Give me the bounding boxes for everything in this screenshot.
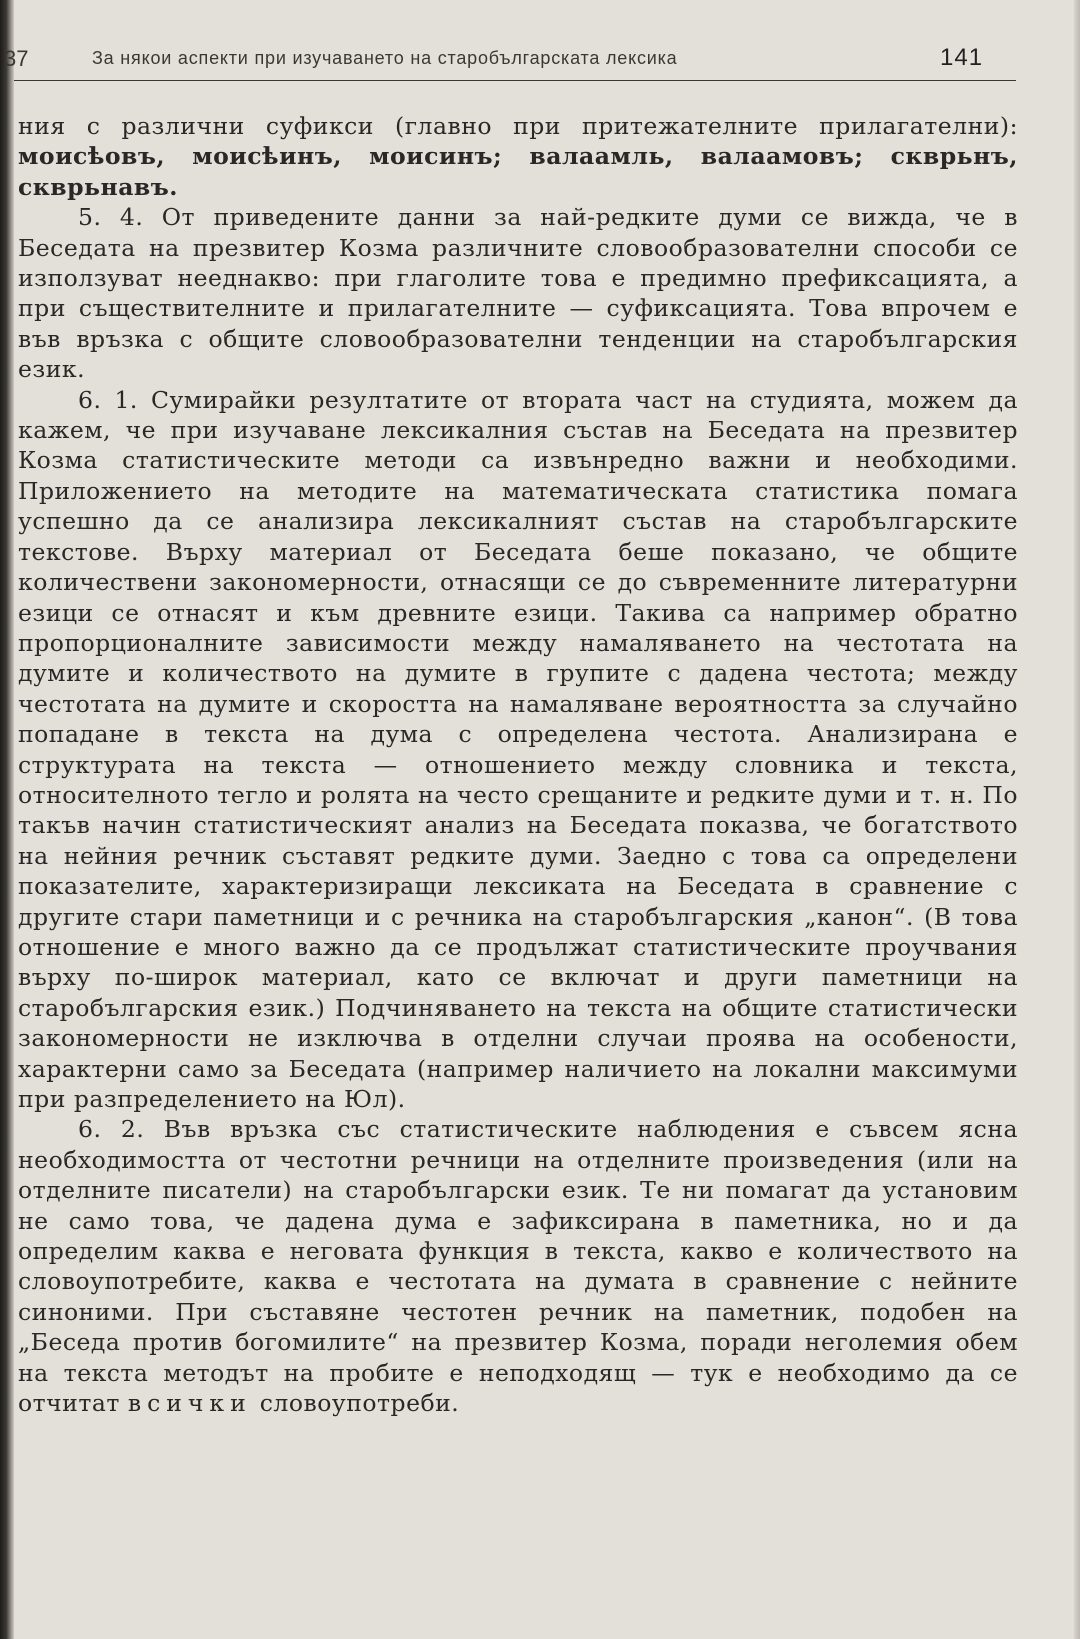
- paragraph-6-1: 6. 1. Сумирайки резултатите от втората част на студията, можем да кажем, че при изучаване лексикалния състав на Беседата на презвитер Козма статистическите методи са извънредно важни и необходими. Приложението на методите на математическата статистика помага успешно да се анализира лексикалният състав на старобългарските текстове. Върху материал от Беседата беше показано, че общите количествени закономерности, отнасящи се до съвременните литературни езици се отнасят и към древните езици. Такива са например обратно пропорционалните зависимости между намаляването на честотата на думите и количеството на думите в групите с дадена честота; между честотата на думите и скоростта на намаляване вероятността за случайно попадане в текста на дума с определена честота. Анализирана е структурата на текста — отношението между словника и текста, относителното тегло и ролята на често срещаните и редките думи и т. н. По такъв начин статистическият анализ на Беседата показва, че богатството на нейния речник съставят редките думи. Заедно с това са определени показателите, характеризиращи лексиката на Беседата в сравнение с другите стари паметници и с речника на старобългарския „канон“. (В това отношение е много важно да се продължат статистическите проучвания върху по-широк материал, като се включат и други паметници на старобългарския език.) Подчиняването на текста на общите статистически закономерности не изключва в отделни случаи проява на особености, характерни само за Беседата (например наличието на локални максимуми при разпределението на Юл).: [18, 385, 1018, 1113]
- paragraph-6-2: [18, 1114, 1018, 1418]
- book-spine-shadow: [0, 0, 14, 1639]
- paragraph-text: ния с различни суфикси (главно при притежателните прилагателни):: [18, 112, 1018, 140]
- folio-mark: 37: [4, 46, 29, 71]
- bold-word-forms: моисѣовъ, моисѣинъ, моисинъ; валаамль, валаамовъ; скврьнъ, скврьнавъ.: [18, 142, 1018, 201]
- paragraph-text-end: словоупотреби.: [251, 1389, 460, 1418]
- header-rule: [14, 80, 1016, 81]
- page-edge: [1074, 0, 1080, 1639]
- paragraph-continuation: [18, 111, 1018, 202]
- spaced-emphasis: всички: [127, 1389, 252, 1418]
- paragraph-5-4: 5. 4. От приведените данни за най-редките думи се вижда, че в Беседата на презвитер Козма различните словообразователни способи се използуват нееднакво: при глаголите това е предимно префиксацията, а при съществителните и прилагателните — суфиксацията. Това впрочем е във връзка с общите словообразователни тенденции на старобългарския език.: [18, 203, 1018, 384]
- running-header: [0, 44, 1030, 84]
- page-number: 141: [940, 44, 984, 71]
- running-title: За някои аспекти при изучаването на старобългарската лексика: [92, 48, 678, 68]
- body-text: [18, 111, 1018, 1418]
- paragraph-text: 6. 2. Във връзка със статистическите наблюдения е съвсем ясна необходимостта от честотни речници на отделните произведения (или на отделните писатели) на старобългарски език. Те ни помагат да установим не само това, че дадена дума е зафиксирана в паметника, но и да определим каква е неговата функция в текста, какво е количеството на словоупотребите, каква е честотата на думата в сравнение с нейните синоними. При съставяне честотен речник на паметник, подобен на „Беседа против богомилите“ на презвитер Козма, поради неголемия обем на текста методът на пробите е неподходящ — тук е необходимо да се отчитат: [18, 1115, 1018, 1418]
